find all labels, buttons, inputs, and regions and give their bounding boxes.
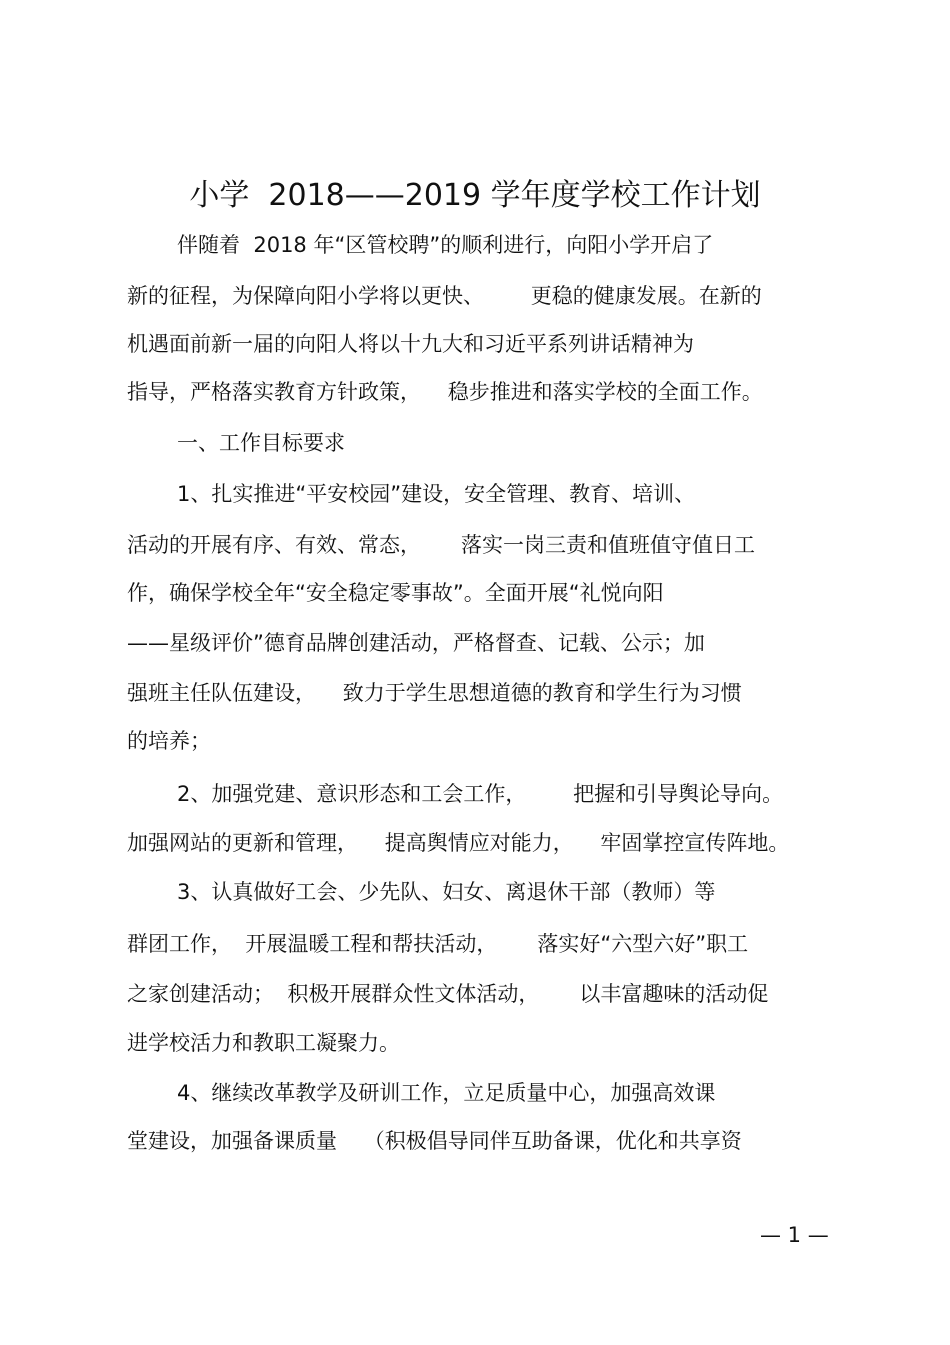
paragraph-line: 指导，严格落实教育方针政策， 稳步推进和落实学校的全面工作。 xyxy=(127,380,763,404)
section-heading: 一、工作目标要求 xyxy=(177,431,345,455)
paragraph-line: 1、扎实推进“平安校园”建设，安全管理、教育、培训、 xyxy=(177,482,696,506)
paragraph-line: 2、加强党建、意识形态和工会工作， 把握和引导舆论导向。 xyxy=(177,782,784,806)
paragraph-line: 强班主任队伍建设， 致力于学生思想道德的教育和学生行为习惯 xyxy=(127,681,742,705)
paragraph-line: 新的征程，为保障向阳小学将以更快、 更稳的健康发展。在新的 xyxy=(127,284,762,308)
paragraph-line: ——星级评价”德育品牌创建活动，严格督查、记载、公示；加 xyxy=(127,631,705,655)
paragraph-line: 堂建设，加强备课质量 （积极倡导同伴互助备课，优化和共享资 xyxy=(127,1129,742,1153)
paragraph-line: 群团工作， 开展温暖工程和帮扶活动， 落实好“六型六好”职工 xyxy=(127,932,749,956)
document-title: 小学 2018——2019 学年度学校工作计划 xyxy=(189,178,761,213)
page-number: — 1 — xyxy=(760,1223,829,1247)
paragraph-line: 的培养； xyxy=(127,729,211,753)
paragraph-line: 之家创建活动； 积极开展群众性文体活动， 以丰富趣味的活动促 xyxy=(127,982,769,1006)
paragraph-line: 4、继续改革教学及研训工作，立足质量中心，加强高效课 xyxy=(177,1081,716,1105)
paragraph-line: 3、认真做好工会、少先队、妇女、离退休干部（教师）等 xyxy=(177,880,716,904)
paragraph-line: 进学校活力和教职工凝聚力。 xyxy=(127,1031,400,1055)
paragraph-line: 活动的开展有序、有效、常态， 落实一岗三责和值班值守值日工 xyxy=(127,533,756,557)
paragraph-line: 加强网站的更新和管理， 提高舆情应对能力， 牢固掌控宣传阵地。 xyxy=(127,831,790,855)
paragraph-line: 伴随着 2018 年“区管校聘”的顺利进行，向阳小学开启了 xyxy=(177,233,714,257)
paragraph-line: 作，确保学校全年“安全稳定零事故”。全面开展“礼悦向阳 xyxy=(127,581,664,605)
paragraph-line: 机遇面前新一届的向阳人将以十九大和习近平系列讲话精神为 xyxy=(127,332,694,356)
